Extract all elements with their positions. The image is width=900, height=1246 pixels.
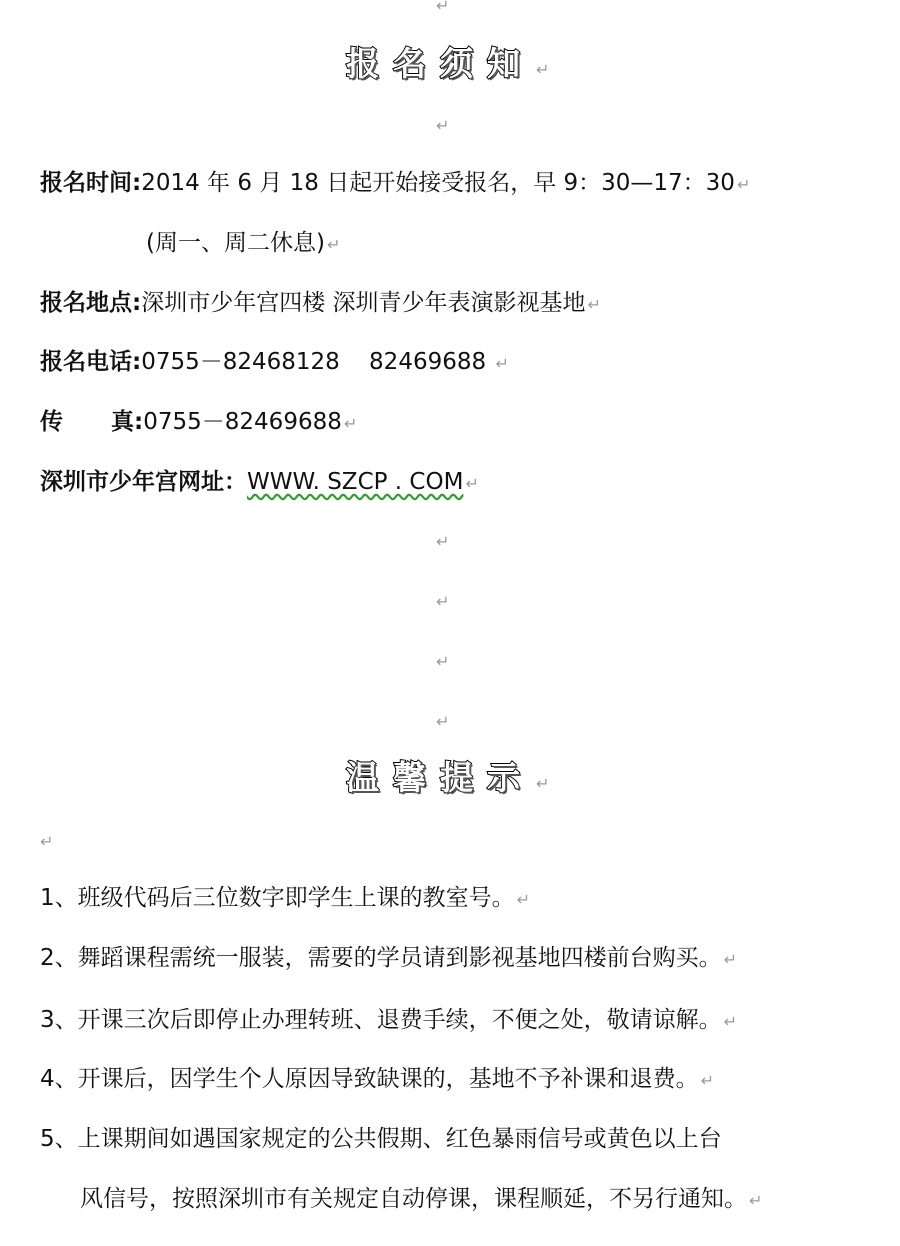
closed-days-note [146, 228, 340, 260]
tip-item [40, 1124, 722, 1154]
registration-time-label: 报名时间: [40, 170, 142, 196]
tip-text: 1、班级代码后三位数字即学生上课的教室号。 [40, 885, 515, 911]
paragraph-mark: ↵ [723, 950, 738, 969]
paragraph-mark: ↵ [495, 354, 509, 373]
website-row [40, 467, 479, 499]
tips-title [346, 758, 549, 804]
paragraph-mark: ↵ [536, 60, 550, 79]
fax-row [40, 407, 357, 439]
tip-item [40, 883, 530, 915]
paragraph-mark: ↵ [465, 474, 479, 493]
tip-item [40, 1064, 714, 1096]
notice-title-text: 报名须知 [346, 44, 534, 83]
tip-text: 风信号，按照深圳市有关规定自动停课，课程顺延，不另行通知。 [80, 1186, 747, 1212]
tip-text: 3、开课三次后即停止办理转班、退费手续，不便之处，敬请谅解。 [40, 1007, 722, 1033]
paragraph-mark: ↵ [436, 116, 450, 135]
registration-phone-value: 0755－82468128 82469688 [141, 349, 494, 375]
tip-text: 4、开课后，因学生个人原因导致缺课的，基地不予补课和退费。 [40, 1066, 699, 1092]
paragraph-mark: ↵ [40, 832, 54, 851]
paragraph-mark: ↵ [326, 235, 341, 254]
registration-phone-label: 报名电话: [40, 349, 142, 375]
paragraph-mark: ↵ [736, 175, 751, 194]
fax-value: 0755－82469688 [143, 409, 342, 435]
registration-place-row [40, 288, 601, 320]
closed-days-text: (周一、周二休息) [146, 230, 325, 256]
notice-title [346, 44, 549, 90]
tip-text: 5、上课期间如遇国家规定的公共假期、红色暴雨信号或黄色以上台 [40, 1126, 722, 1152]
tip-item-continuation [80, 1184, 762, 1216]
paragraph-mark: ↵ [587, 295, 601, 314]
tip-item [40, 1005, 737, 1037]
registration-place-label: 报名地点: [40, 290, 142, 316]
tip-text: 2、舞蹈课程需统一服装，需要的学员请到影视基地四楼前台购买。 [40, 945, 722, 971]
paragraph-mark: ↵ [436, 592, 450, 611]
paragraph-mark: ↵ [436, 532, 450, 551]
website-label: 深圳市少年宫网址： [40, 469, 247, 495]
paragraph-mark: ↵ [436, 712, 450, 731]
paragraph-mark: ↵ [516, 890, 531, 909]
website-url[interactable]: WWW. SZCP . COM [247, 469, 464, 495]
tips-title-text: 温馨提示 [346, 758, 534, 797]
paragraph-mark: ↵ [536, 774, 550, 793]
paragraph-mark: ↵ [343, 414, 358, 433]
registration-place-value: 深圳市少年宫四楼 深圳青少年表演影视基地 [141, 290, 586, 316]
paragraph-mark: ↵ [749, 1191, 763, 1210]
registration-time-value: 2014 年 6 月 18 日起开始接受报名，早 9：30—17：30 [141, 170, 735, 196]
registration-time-row [40, 168, 750, 200]
fax-label: 传 真: [40, 409, 144, 435]
paragraph-mark: ↵ [436, 0, 450, 15]
paragraph-mark: ↵ [700, 1071, 715, 1090]
paragraph-mark: ↵ [436, 652, 450, 671]
registration-phone-row [40, 347, 509, 379]
tip-item [40, 943, 737, 975]
paragraph-mark: ↵ [723, 1012, 738, 1031]
